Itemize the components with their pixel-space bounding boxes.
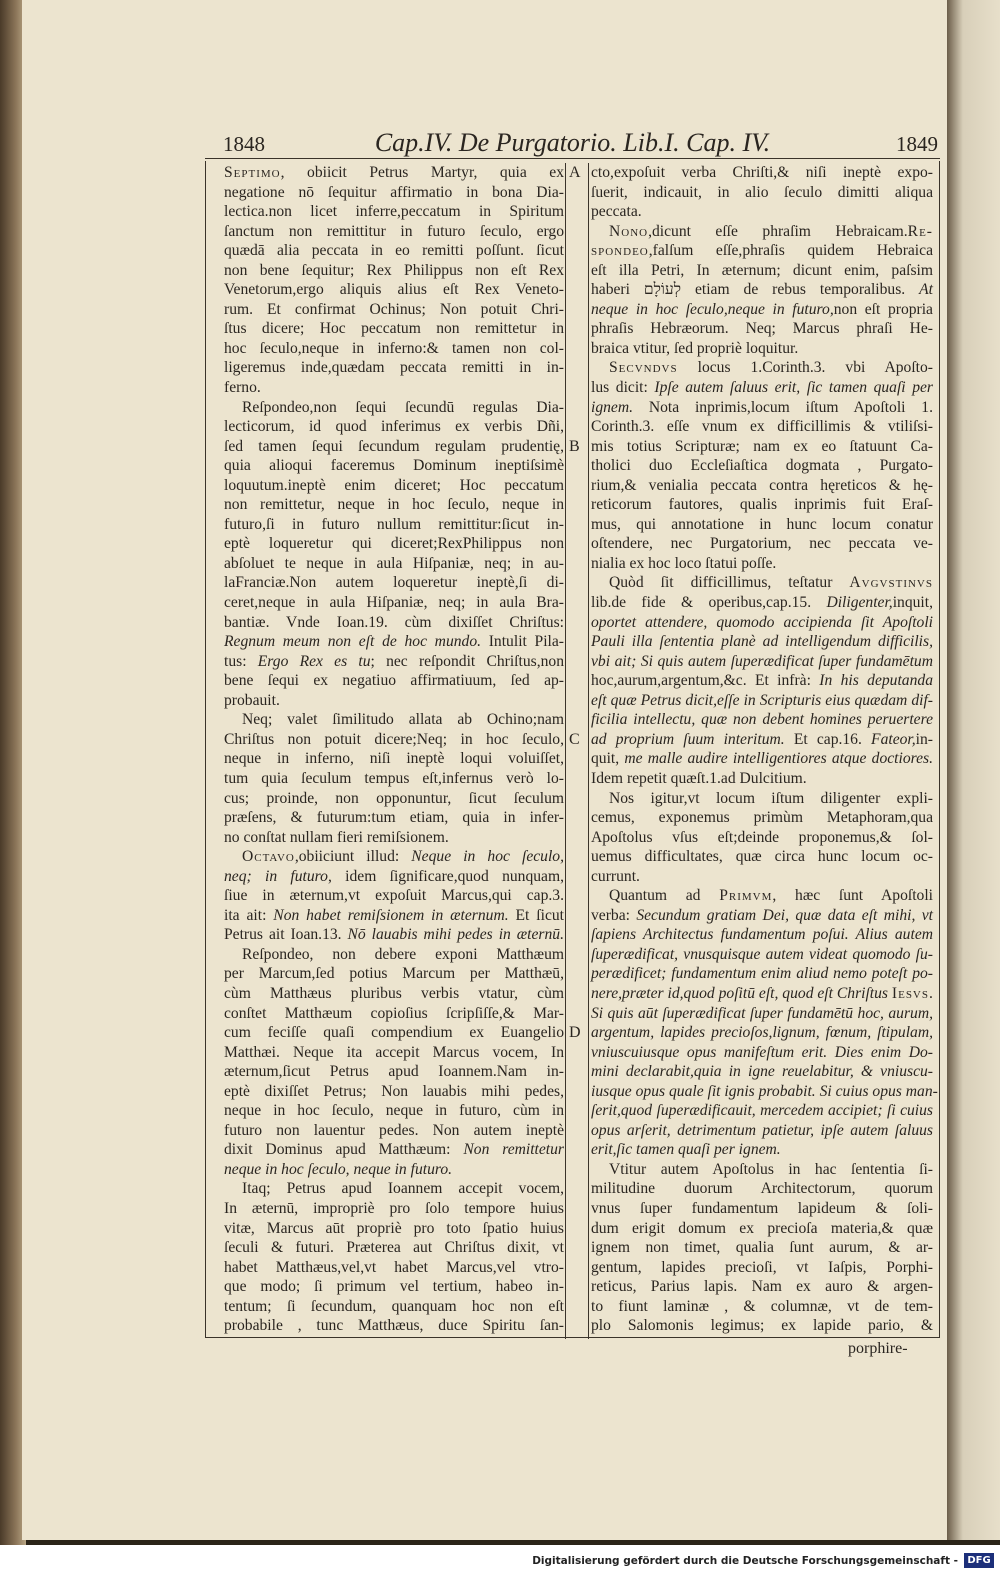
italic-text: ad proprium ſuum interitum.	[591, 730, 785, 748]
italic-text: Non habet remiſsionem in æternum.	[273, 906, 509, 924]
text-span: lib.de fide & operibus,cap.15.	[591, 594, 827, 612]
text-span: dum erigit domum ex precioſa materia,& quæ	[591, 1219, 933, 1237]
text-line	[224, 378, 564, 398]
text-line	[591, 319, 933, 339]
text-span: Chriſtus non potuit dicere;Neq; in hoc ſeculo,	[224, 730, 564, 748]
text-span: reticus, Parius lapis. Nam ex auro & argen-	[591, 1278, 933, 1296]
text-line	[591, 1219, 933, 1239]
text-span: no conſtat nullam fieri remiſsionem.	[224, 828, 449, 846]
text-span: Intulit Pila-	[481, 633, 564, 651]
italic-text: Secundum gratiam Dei, quæ data eſt mihi, vt	[636, 906, 933, 924]
text-line	[591, 984, 933, 1004]
text-span: eſt illa Petri, In æternum; dicunt enim, paſsim	[591, 261, 933, 279]
text-line	[224, 808, 564, 828]
small-caps-text: Nono	[609, 222, 649, 240]
text-line	[224, 554, 564, 574]
right-column	[591, 163, 938, 1336]
text-span: haberi לְעוֹלָם etiam de rebus temporalibus.	[591, 281, 920, 299]
text-line	[591, 964, 933, 984]
text-span: ,falſum eſſe,phraſis quidem Hebraica	[648, 242, 933, 260]
text-span: cto,expoſuit verba Chriſti,& niſi ineptè expo-	[591, 164, 933, 181]
text-span: Neq; valet ſimilitudo allata ab Ochino;nam	[242, 711, 564, 729]
text-span: tum quia ſeculum tempus eſt,infernus verò lo-	[224, 769, 564, 787]
text-span: phraſis Hebræorum. Neq; Marcus phraſi He-	[591, 320, 933, 338]
text-span: inquit,	[892, 594, 933, 612]
text-span: ,dicunt eſſe phraſim Hebraicam.	[648, 222, 908, 240]
text-line	[591, 1277, 933, 1297]
small-caps-text: Septimo	[224, 164, 281, 181]
text-span: que modo; ſi primum vel tertium, habeo in-	[224, 1278, 564, 1296]
text-line	[224, 1219, 564, 1239]
text-line	[591, 261, 933, 281]
text-line	[591, 613, 933, 633]
text-line	[224, 398, 564, 418]
text-line	[224, 358, 564, 378]
text-span: oſtendere, nec Purgatorium, nec peccata ve-	[591, 535, 933, 553]
text-line	[591, 495, 933, 515]
text-line	[224, 964, 564, 984]
text-line	[591, 945, 933, 965]
text-line	[224, 222, 564, 242]
text-line	[591, 1004, 933, 1024]
text-line	[591, 847, 933, 867]
text-span: hoc ſeculo,neque in inferno:& tamen non col-	[224, 339, 564, 357]
italic-text: mini declarabit,quia in igne reuelabitur, & vniuscu-	[591, 1063, 933, 1081]
text-span: ſuerit, indicauit, in alio ſeculo dimitti aliqua	[591, 183, 933, 201]
text-span: vitæ, Marcus aūt propriè pro toto ſpatio huius	[224, 1219, 564, 1237]
text-span: æternum,ſicut Petrus apud Ioannem.Nam in-	[224, 1063, 564, 1081]
text-line	[224, 1062, 564, 1082]
italic-text: Ipſe autem ſaluus erit, ſic tamen quaſi per	[654, 379, 934, 397]
italic-text: Pauli illa ſententia planè ad intelligendum difficilis,	[591, 633, 933, 651]
text-line	[591, 925, 933, 945]
italic-text: Diligenter,	[826, 594, 893, 612]
text-line	[224, 1121, 564, 1141]
text-line	[591, 378, 933, 398]
italic-text: ignem.	[591, 398, 634, 416]
text-line	[591, 1160, 933, 1180]
italic-text: erit,ſic tamen quaſi per ignem.	[591, 1141, 781, 1159]
text-span: ſeculi & futuri. Præterea aut Chriſtus dixit, vt	[224, 1239, 564, 1257]
text-line	[591, 358, 933, 378]
small-caps-text: Secvndvs	[609, 359, 678, 377]
text-span: Corinth.3. eſſe vnum ex difficillimis & vtiliſsi-	[591, 418, 933, 436]
text-line	[224, 886, 564, 906]
text-line	[591, 593, 933, 613]
text-line	[591, 710, 933, 730]
text-line	[224, 749, 564, 769]
italic-text: At	[919, 281, 933, 299]
text-span: reticorum fautores, qualis inprimis fuit Eraſ-	[591, 496, 933, 514]
text-span: In æternū, impropriè pro ſolo tempore huius	[224, 1199, 564, 1217]
text-line	[591, 808, 933, 828]
text-line	[224, 1297, 564, 1317]
italic-text: ſuperædificat, vnusquisque autem videat quomodo ſu-	[591, 945, 933, 963]
small-caps-text: Re-	[907, 222, 933, 240]
italic-text: vbi ait; Si quis autem ſuperædificat ſuper fundamētum	[591, 652, 933, 670]
italic-text: Nō lauabis mihi pedes in æternū.	[347, 926, 564, 944]
text-line	[591, 456, 933, 476]
text-span: Nota inprimis,locum iſtum Apoſtoli 1.	[633, 398, 933, 416]
text-line	[591, 1140, 933, 1160]
text-span: to fiunt laminæ , & columnæ, vt de tem-	[591, 1297, 933, 1315]
running-title: Cap.IV. De Purgatorio. Lib.I. Cap. IV.	[374, 128, 771, 157]
text-span: peccata.	[591, 203, 642, 221]
text-line	[224, 1179, 564, 1199]
text-line	[224, 456, 564, 476]
text-line	[591, 300, 933, 320]
text-span: mus, qui annotatione in hunc locum conatur	[591, 515, 933, 533]
text-span: Matthæi. Neque ita accepit Marcus vocem, In	[224, 1043, 564, 1061]
text-span: cemus, exponemus primùm Metaphoram,qua	[591, 809, 933, 827]
text-span: braica vtitur, ſed propriè loquitur.	[591, 339, 799, 357]
text-span: neque in inferno, niſi ineptè loqui voluiſſet,	[224, 750, 564, 768]
text-span: cus; proinde, non opponuntur, ſicut ſeculum	[224, 789, 564, 807]
italic-text: Si quis aūt ſuperædificat ſuper fundamētū hoc, aurum,	[591, 1004, 933, 1022]
text-line	[224, 437, 564, 457]
text-line	[591, 163, 933, 183]
small-caps-text: spondeo	[591, 242, 649, 260]
italic-text: neque in hoc ſeculo,neque in futuro,	[591, 300, 834, 318]
text-span: militudine duorum Architectorum, quorum	[591, 1180, 933, 1198]
text-line	[224, 202, 564, 222]
text-line	[591, 906, 933, 926]
text-line	[591, 1238, 933, 1258]
page-header	[205, 128, 940, 158]
text-span: eptè loqueretur qui diceret;RexPhilippus non	[224, 535, 564, 553]
text-span: mis totius Scripturæ; nam ex eo ſtatuunt Ca-	[591, 437, 933, 455]
text-span: ſiue in æternum,vt expoſuit Marcus,qui cap.3.	[224, 887, 564, 905]
text-line	[224, 339, 564, 359]
text-span: Quantum ad	[609, 887, 720, 905]
italic-text: neq; in futuro	[224, 867, 328, 885]
italic-text: opus arſerit, detrimentum patietur, ipſe autem ſaluus	[591, 1121, 933, 1139]
text-line	[224, 261, 564, 281]
text-line	[224, 515, 564, 535]
text-span: per Marcum,ſed potius Marcum per Matthæū,	[224, 965, 564, 983]
text-line	[224, 1238, 564, 1258]
text-span: Et cap.16.	[784, 730, 872, 748]
margin-letter-column	[565, 163, 589, 1339]
text-span: ligeremus inde,quædam peccata remitti in in-	[224, 359, 564, 377]
text-span: cum feciſſe quaſi compendium ex Euangelio	[224, 1024, 564, 1042]
page-number-right: 1849	[896, 132, 938, 156]
text-span: ſtus dicere; Hoc peccatum non remittetur in	[224, 320, 564, 338]
text-span: Apoſtolus vſus eſt;deinde proponemus,& ſol-	[591, 828, 933, 846]
text-span: quit,	[591, 750, 625, 768]
text-line	[591, 1316, 933, 1336]
italic-text: Non remittetur	[463, 1141, 565, 1159]
text-line	[224, 632, 564, 652]
text-line	[224, 280, 564, 300]
text-line	[224, 1004, 564, 1024]
text-span: gentum, lapides precioſi, vt Iaſpis, Porphi-	[591, 1258, 933, 1276]
text-span: non remittetur, neque in hoc ſeculo, neque in	[224, 496, 564, 514]
text-span: futuro,ſi in futuro nullum remittitur:ſicut in-	[224, 515, 564, 533]
text-line	[224, 417, 564, 437]
text-line	[591, 417, 933, 437]
text-span: Reſpondeo, non debere exponi Matthæum	[242, 945, 564, 963]
text-line	[224, 534, 564, 554]
italic-text: iusque opus quale ſit ignis probabit. Si cuius opus man-	[591, 1082, 938, 1100]
text-span: &c. Et infrà:	[723, 672, 820, 690]
small-caps-text: Octavo	[242, 848, 295, 866]
text-span: probabile , tunc Matthæus, duce Spiritu ſan-	[224, 1317, 564, 1335]
margin-letter: B	[569, 437, 580, 455]
text-line	[224, 613, 564, 633]
text-span: Petrus ait Ioan.13.	[224, 926, 348, 944]
text-line	[224, 1258, 564, 1278]
text-line	[591, 1062, 933, 1082]
text-span: lus dicit:	[591, 379, 655, 397]
text-span: plo Salomonis legimus; ex lapide pario, &	[591, 1317, 933, 1335]
text-line	[224, 593, 564, 613]
italic-text: nere,præter id,quod poſitū eſt, quod eſt Chriſtus	[591, 984, 892, 1002]
margin-letter: C	[569, 730, 580, 748]
text-span: ; nec reſpondit Chriſtus,non	[370, 652, 565, 670]
text-span: ſed tamen ſequi ſecundum regulam prudentię,	[224, 437, 564, 455]
text-span: eptè dixiſſet Petrus; Non lauabis mihi pedes,	[224, 1082, 564, 1100]
text-span: dixit Dominus apud Matthæum:	[224, 1141, 464, 1159]
italic-text: me malle audire intelligentiores atque doctiores.	[624, 750, 933, 768]
facing-page-edge	[947, 0, 1000, 1540]
text-span: ferno.	[224, 379, 261, 397]
funding-credit: Digitalisierung gefördert durch die Deutsche Forschungsgemeinschaft -	[532, 1555, 958, 1567]
italic-text: oportet attendere, quomodo accipienda ſit Apoſtoli	[591, 613, 933, 631]
text-line	[591, 1082, 938, 1102]
text-span: laFranciæ.Non autem loqueretur ineptè,ſi di-	[224, 574, 564, 592]
text-line	[591, 1101, 933, 1121]
text-line	[591, 476, 933, 496]
text-line	[591, 241, 933, 261]
text-span: conſtet Matthæum copioſius ſcripſiſſe,& Mar-	[224, 1004, 564, 1022]
text-span: habet Matthæus,vel,vt habet Marcus,vel vtro-	[224, 1258, 564, 1276]
italic-text: Fateor,	[871, 730, 916, 748]
text-line	[224, 319, 564, 339]
text-line	[224, 1160, 564, 1180]
text-span: uemus difficultates, quæ circa hunc locum oc-	[591, 848, 933, 866]
text-span: lecticorum, id quod inferimus ex verbis Dñi,	[224, 418, 564, 436]
text-line	[591, 1179, 933, 1199]
italic-text: In his deputanda	[819, 672, 933, 690]
text-span: rum. Et confirmat Ochinus; Non potuit Chri-	[224, 300, 564, 318]
catchword: porphire-	[848, 1340, 908, 1357]
text-span: bantiæ. Vnde Ioan.19. cùm dixiſſet Chriſtus:	[224, 613, 564, 631]
text-span: futuro non lauentur pedes. Non autem ineptè	[224, 1121, 564, 1139]
text-line	[591, 1297, 933, 1317]
text-span: hoc,aurum,argentum,	[591, 672, 724, 690]
italic-text: Neque in hoc ſeculo,	[411, 848, 564, 866]
text-span: in-	[915, 730, 933, 748]
italic-text: Regnum meum non eſt de hoc mundo.	[224, 633, 482, 651]
text-span: nialia ex hoc loco ſtatui poſſe.	[591, 554, 777, 572]
text-line	[224, 867, 564, 887]
italic-text: ficilia intellectu, quæ non debent homines peruertere	[591, 711, 933, 729]
text-line	[591, 183, 933, 203]
italic-text: argentum, lapides precioſos,lignum, fœnum, ſtipulam,	[591, 1024, 933, 1042]
italic-text: vniuscuiusque opus manifeſtum erit. Dies enim Do-	[591, 1043, 933, 1061]
text-span: lectica.non licet inferre,peccatum in Spiritum	[224, 203, 564, 221]
text-line	[591, 554, 933, 574]
text-span: bene ſequi ex negatiuo affirmatiuum, ſed ap-	[224, 672, 564, 690]
page-number-left: 1848	[223, 132, 265, 156]
text-line	[224, 769, 564, 789]
text-line	[591, 573, 933, 593]
text-span: ,obiiciunt illud:	[294, 848, 412, 866]
text-line	[224, 1316, 564, 1336]
header-rule	[205, 158, 940, 159]
text-line	[591, 789, 933, 809]
text-line	[591, 1043, 933, 1063]
text-line	[224, 730, 564, 750]
text-line	[224, 1082, 564, 1102]
text-span: tholici duo Eccleſiaſtica dogmata , Purgato-	[591, 457, 933, 475]
text-span: probauit.	[224, 691, 280, 709]
margin-letter: D	[569, 1024, 581, 1042]
italic-text: perædificet; fundamentum enim aliud nemo poteſt po-	[591, 965, 933, 983]
text-line	[224, 573, 564, 593]
text-line	[224, 789, 564, 809]
left-column	[224, 163, 564, 1336]
text-span: Itaq; Petrus apud Ioannem accepit vocem,	[242, 1180, 564, 1198]
text-line	[224, 906, 564, 926]
italic-text: eſt quæ Petrus dicit,eſſe in Scripturis eius quædam dif-	[591, 691, 933, 709]
text-span: non eſt propria	[833, 300, 933, 318]
text-span: quædā alia peccata in eo remitti poſſunt. ſicut	[224, 242, 564, 260]
text-line	[224, 1043, 564, 1063]
text-span: quia alioqui faceremus Dominum ineptiſsimè	[224, 457, 564, 475]
text-span: ceret,neque in aula Hiſpaniæ, neq; in aula Bra-	[224, 594, 564, 612]
text-line	[224, 710, 564, 730]
text-line	[224, 652, 564, 672]
text-span: Et ſicut	[508, 906, 564, 924]
text-span: tus:	[224, 652, 258, 670]
italic-text: Ergo Rex es tu	[257, 652, 371, 670]
text-line	[591, 398, 933, 418]
text-line	[224, 183, 564, 203]
text-line	[224, 671, 564, 691]
text-span: Reſpondeo,non ſequi ſecundū regulas Dia-	[242, 398, 564, 416]
text-line	[224, 163, 564, 183]
text-line	[591, 202, 933, 222]
text-span: ſanctum non remittitur in futuro ſeculo, ergo	[224, 222, 564, 240]
text-span: Quòd ſit difficillimus, teſtatur	[609, 574, 850, 592]
text-line	[591, 534, 933, 554]
text-span: Vtitur autem Apoſtolus in hac ſententia ſi-	[609, 1160, 933, 1178]
italic-text: ſapiens Architectus fundamentum poſui. Alius autem	[591, 926, 933, 944]
text-span: neque in hoc ſeculo, neque in futuro, cùm in	[224, 1102, 564, 1120]
text-span: vnus ſuper fundamentum lapideum & ſoli-	[591, 1199, 933, 1217]
text-line	[591, 437, 933, 457]
text-line	[224, 984, 564, 1004]
text-line	[224, 847, 564, 867]
text-span: rium,& venialia peccata contra hęreticos & hę-	[591, 476, 933, 494]
text-line	[224, 828, 564, 848]
text-span: locus 1.Corinth.3. vbi Apoſto-	[677, 359, 933, 377]
text-line	[224, 1277, 564, 1297]
text-span: Idem repetit quæſt.1.ad Dulcitium.	[591, 769, 807, 787]
text-span: Venetorum,ergo aliquis alius eſt Rex Veneto-	[224, 281, 564, 299]
small-caps-text: Avgvstinvs	[849, 574, 933, 592]
text-line	[591, 828, 933, 848]
text-span: , obiicit Petrus Martyr, quia ex	[280, 164, 564, 181]
text-span: non bene ſequitur; Rex Philippus non eſt Rex	[224, 261, 564, 279]
text-span: tentum; ſi ſecundum, quanquam hoc non eſt	[224, 1297, 564, 1315]
text-line	[591, 749, 933, 769]
text-line	[591, 1258, 933, 1278]
small-caps-text: Primvm	[719, 887, 773, 905]
text-span: , idem ſignificare,quod nunquam,	[327, 867, 564, 885]
text-span: , hæc ſunt Apoſtoli	[772, 887, 933, 905]
small-caps-text: Iesvs.	[891, 984, 934, 1002]
text-span: ignem non timet, qualia ſunt aurum, & ar-	[591, 1239, 933, 1257]
text-line	[224, 1023, 564, 1043]
text-line	[224, 495, 564, 515]
text-line	[224, 241, 564, 261]
text-line	[591, 867, 933, 887]
text-line	[591, 632, 933, 652]
italic-text: ſerit,quod ſuperædificauit, mercedem accipiet; ſi cuius	[591, 1102, 933, 1120]
text-line	[224, 476, 564, 496]
text-line	[591, 769, 933, 789]
dfg-logo: DFG	[964, 1553, 994, 1568]
text-line	[591, 730, 933, 750]
text-span: ita ait:	[224, 906, 274, 924]
text-line	[591, 339, 933, 359]
text-line	[224, 691, 564, 711]
text-span: cùm Matthæus pluribus verbis vtatur, cùm	[224, 984, 564, 1002]
text-line	[591, 1199, 933, 1219]
text-line	[591, 222, 933, 242]
italic-text: neque in hoc ſeculo, neque in futuro.	[224, 1160, 453, 1178]
text-line	[224, 945, 564, 965]
text-line	[591, 1023, 933, 1043]
text-span: Nos igitur,vt locum iſtum diligenter expli-	[609, 789, 933, 807]
text-line	[591, 671, 933, 691]
text-span: verba:	[591, 906, 637, 924]
text-line	[224, 1199, 564, 1219]
text-line	[224, 925, 564, 945]
text-span: præſens, & futurum:tum etiam, quia in infer-	[224, 809, 564, 827]
text-line	[591, 886, 933, 906]
text-line	[224, 1101, 564, 1121]
text-line	[591, 515, 933, 535]
text-span: currunt.	[591, 867, 640, 885]
text-line	[591, 652, 933, 672]
text-span: negatione nō ſequitur affirmatio in bona Dia-	[224, 183, 564, 201]
text-line	[224, 1140, 564, 1160]
text-line	[591, 280, 933, 300]
text-line	[224, 300, 564, 320]
text-line	[591, 691, 933, 711]
text-span: loquutum.ineptè enim diceret; Hoc peccatum	[224, 476, 564, 494]
text-span: abſoluet te neque in aula Hiſpaniæ, neq; in au-	[224, 554, 564, 572]
margin-letter: A	[569, 164, 581, 181]
text-line	[591, 1121, 933, 1141]
